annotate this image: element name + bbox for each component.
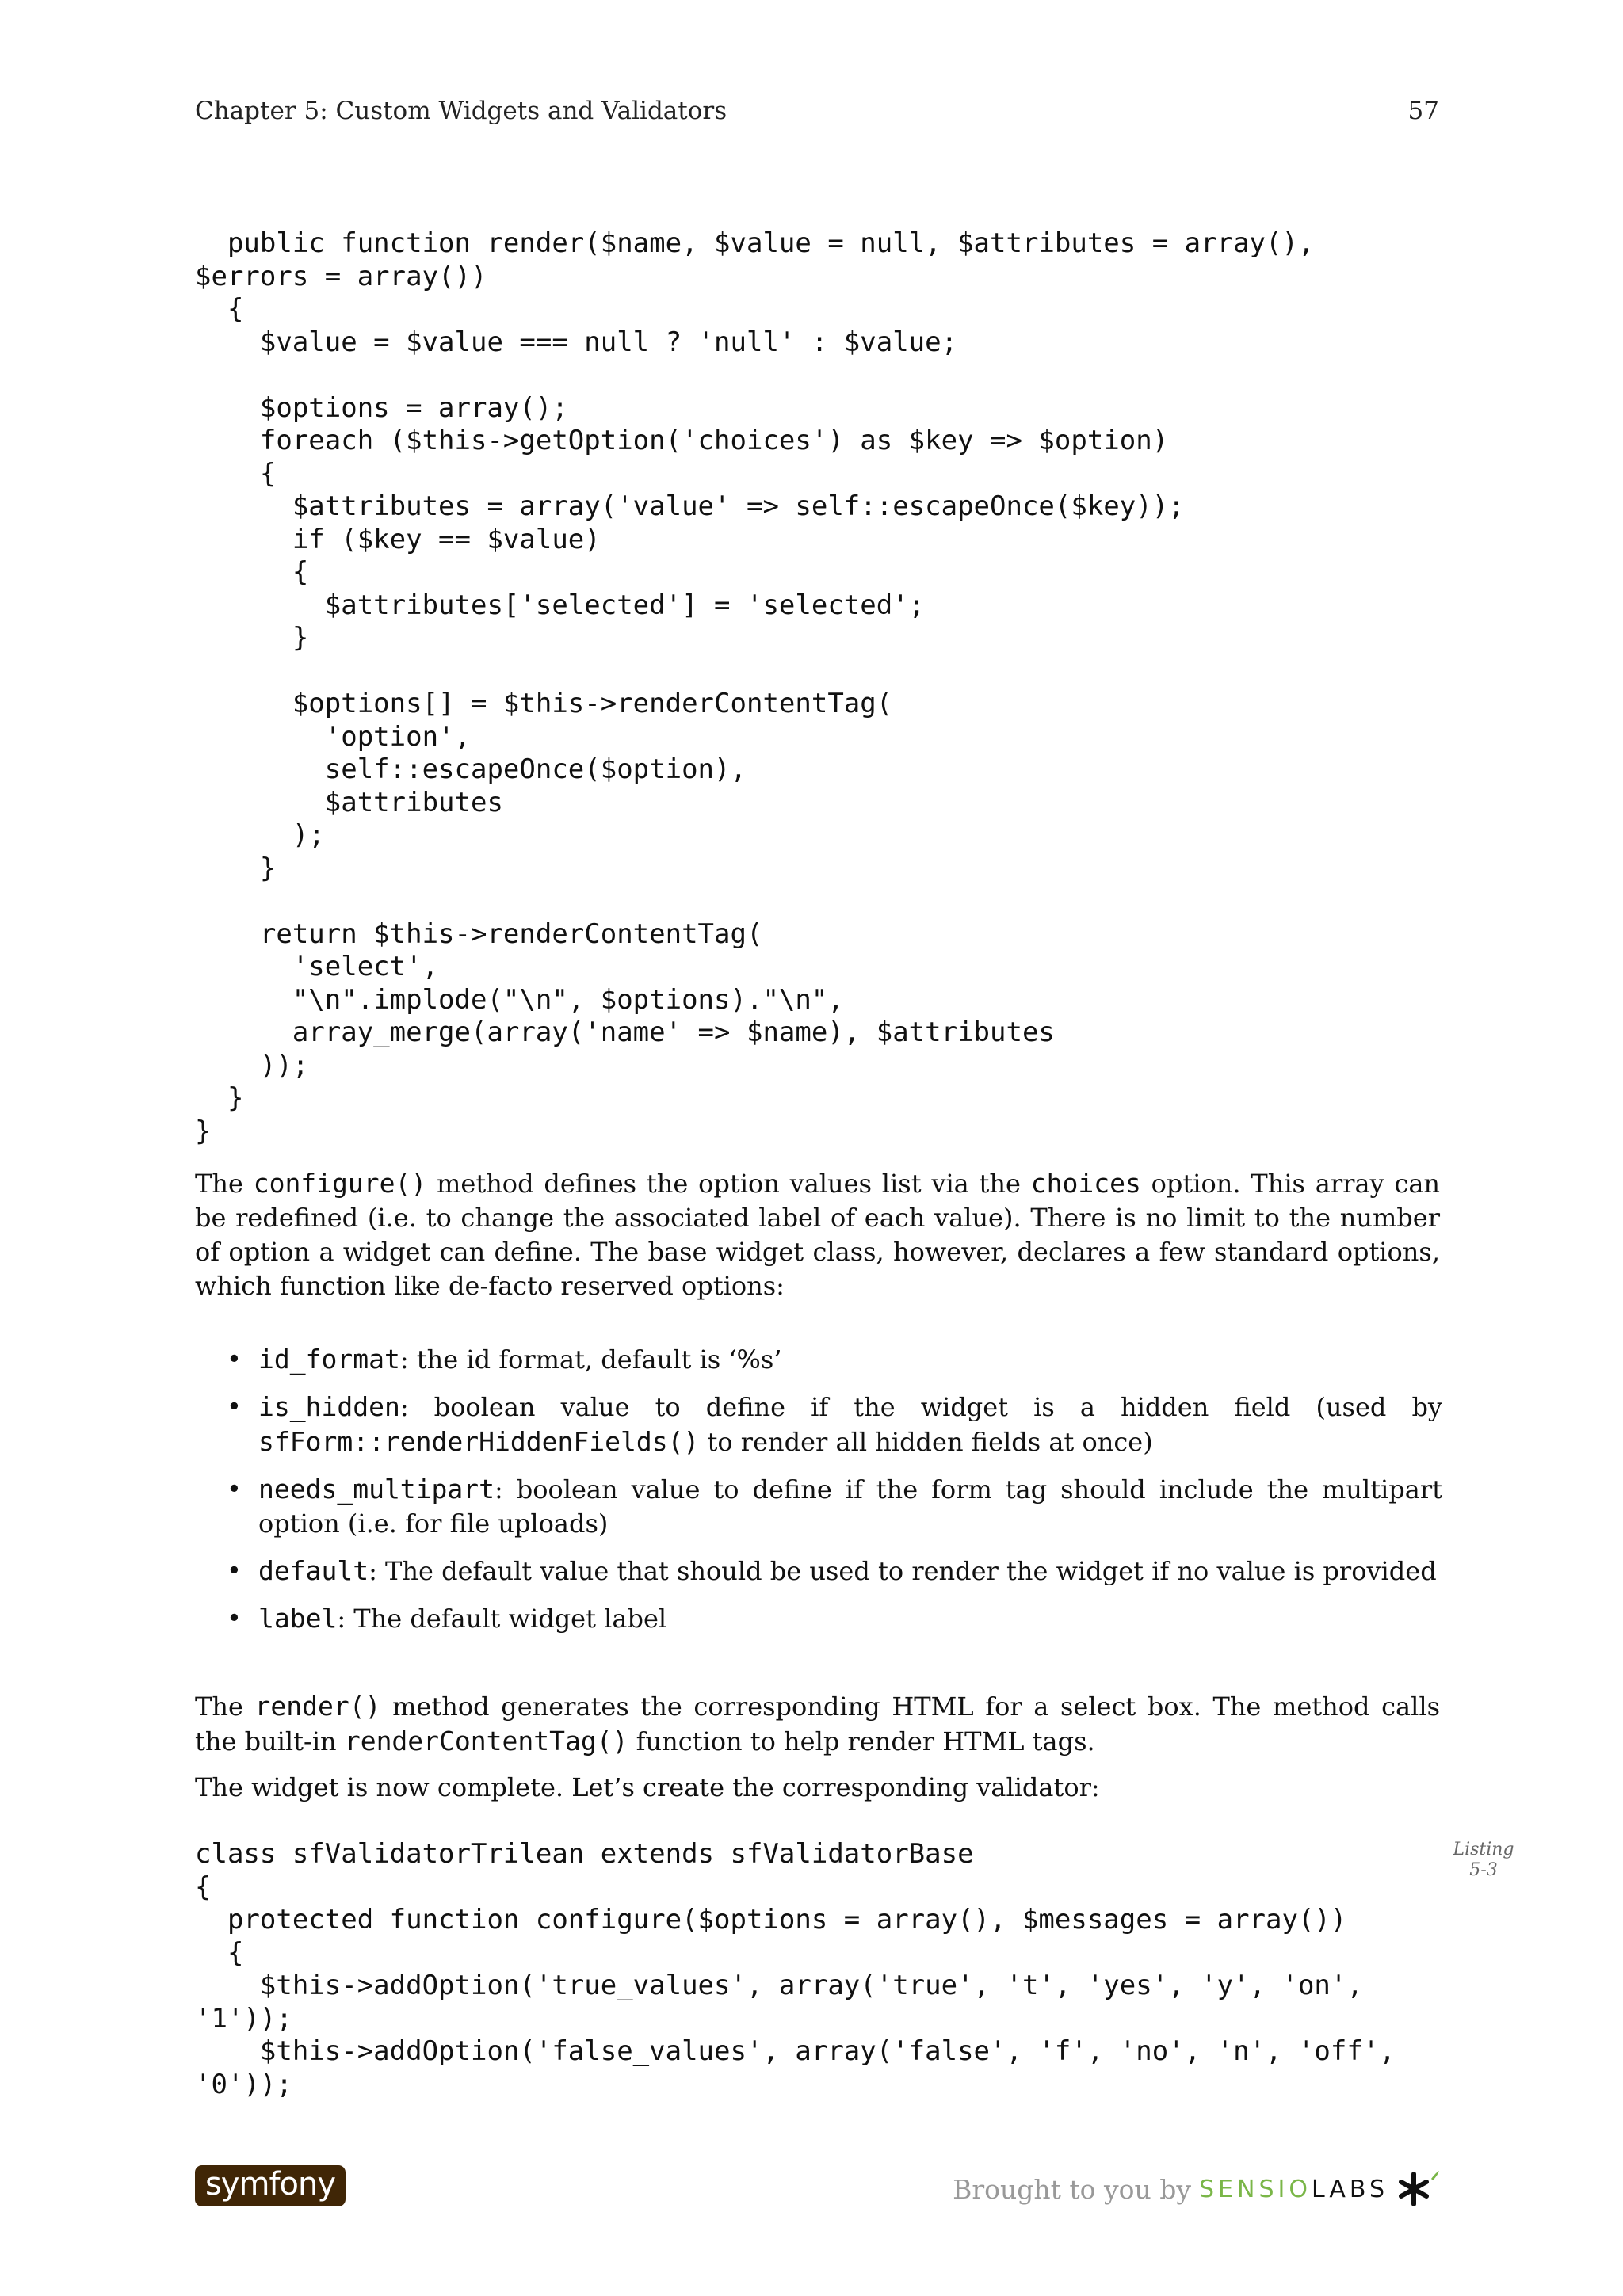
paragraph-render [195,1689,1440,1759]
option-desc: : the id format, default is ‘%s’ [399,1344,782,1375]
code-line: if ($key == $value) [195,523,601,555]
code-line: return $this->renderContentTag( [195,917,763,950]
labs-text: LABS [1311,2175,1388,2203]
listing-label [1442,1840,1525,1881]
text: The [195,1169,254,1199]
code-line: $this->addOption('false_values', array('false', 'f', 'no', 'n', 'off', [195,2035,1396,2067]
text: method defines the option values list via the [426,1169,1031,1199]
code-line: 'select', [195,951,439,982]
code-line: class sfValidatorTrilean extends sfValidatorBase [195,1838,974,1870]
code-line: { [195,457,277,490]
text: option. This array can be redefined (i.e. to change the associated label of each value). There is no limit to the number of option a widget can define. The base widget class, however, declares a few standard options, which function like de-facto reserved options: [195,1169,1441,1301]
code-line [195,359,1314,392]
option-name: needs_multipart [258,1474,495,1505]
sensiolabs-logo-icon [1396,2169,1441,2209]
code-line: public function render($name, $value = null, $attributes = array(), [195,227,1315,259]
code-line: { [195,293,244,325]
code-line: ); [195,819,325,851]
code-line: )); [195,1049,309,1081]
code-line: array_merge(array('name' => $name), $attributes [195,1016,1055,1048]
chapter-title: Chapter 5: Custom Widgets and Validators [195,97,727,125]
code-line: { [195,1871,212,1903]
list-item [258,1601,1442,1636]
paragraph-configure [195,1166,1440,1303]
text: function to help render HTML tags. [628,1726,1095,1756]
list-item [258,1472,1442,1541]
inline-code: renderContentTag() [344,1726,628,1756]
code-line: { [195,556,309,588]
code-line: 'option', [195,720,471,753]
code-line: protected function configure($options = array(), $messages = array()) [195,1904,1347,1936]
code-line: } [195,852,277,884]
code-line: $options = array(); [195,391,568,424]
code-line: $options[] = $this->renderContentTag( [195,688,893,719]
option-desc: : boolean value to define if the form tag should include the multipart option (i.e. for file uploads) [258,1474,1442,1539]
inline-code: sfForm::renderHiddenFields() [258,1426,700,1457]
code-line: $attributes [195,786,503,818]
inline-code: configure() [253,1168,427,1199]
code-line: foreach ($this->getOption('choices') as $key => $option) [195,425,1169,456]
inline-code: render() [254,1691,381,1722]
inline-code: choices [1030,1168,1141,1199]
option-name: default [258,1555,369,1586]
sensio-text: SENSIO [1199,2175,1312,2203]
code-listing-validator [195,1838,1396,2101]
paragraph-validator: The widget is now complete. Let’s create the corresponding validator: [195,1772,1100,1802]
option-desc: : The default widget label [337,1604,667,1634]
code-line: "\n".implode("\n", $options)."\n", [195,983,844,1016]
code-line: $errors = array()) [195,260,487,292]
code-line [195,885,1314,918]
code-line: self::escapeOnce($option), [195,753,747,785]
listing-word: Listing [1453,1840,1514,1859]
code-line: { [195,1936,244,1969]
option-name: is_hidden [258,1391,400,1422]
list-item [258,1342,1442,1377]
code-line: '0')); [195,2068,292,2100]
code-line: } [195,1082,244,1114]
option-desc: : boolean value to define if the widget is a hidden field (used by [399,1392,1442,1422]
brought-text: Brought to you by [953,2173,1192,2205]
code-line: $value = $value === null ? 'null' : $value; [195,326,958,358]
option-name: label [258,1603,338,1634]
option-name: id_format [258,1344,400,1375]
list-item [258,1554,1442,1589]
code-listing-render [195,227,1314,1148]
listing-number: 5-3 [1469,1860,1498,1880]
symfony-logo: symfony [195,2165,346,2206]
code-line: } [195,1115,212,1147]
option-desc: : The default value that should be used to render the widget if no value is provided [369,1556,1437,1586]
code-line: $this->addOption('true_values', array('true', 't', 'yes', 'y', 'on', [195,1970,1363,2001]
text: method generates the corresponding HTML for a select box. The method calls the built-in [195,1691,1441,1756]
sponsor-line [953,2169,1441,2209]
options-list [195,1342,1442,1649]
text: The [195,1691,255,1722]
code-line [195,655,1314,688]
option-desc: to render all hidden fields at once) [699,1427,1153,1457]
list-item [258,1390,1442,1459]
code-line: '1')); [195,2002,292,2035]
code-line: } [195,622,309,654]
code-line: $attributes = array('value' => self::escapeOnce($key)); [195,490,1185,522]
page-number: 57 [1407,97,1439,125]
code-line: $attributes['selected'] = 'selected'; [195,589,926,621]
